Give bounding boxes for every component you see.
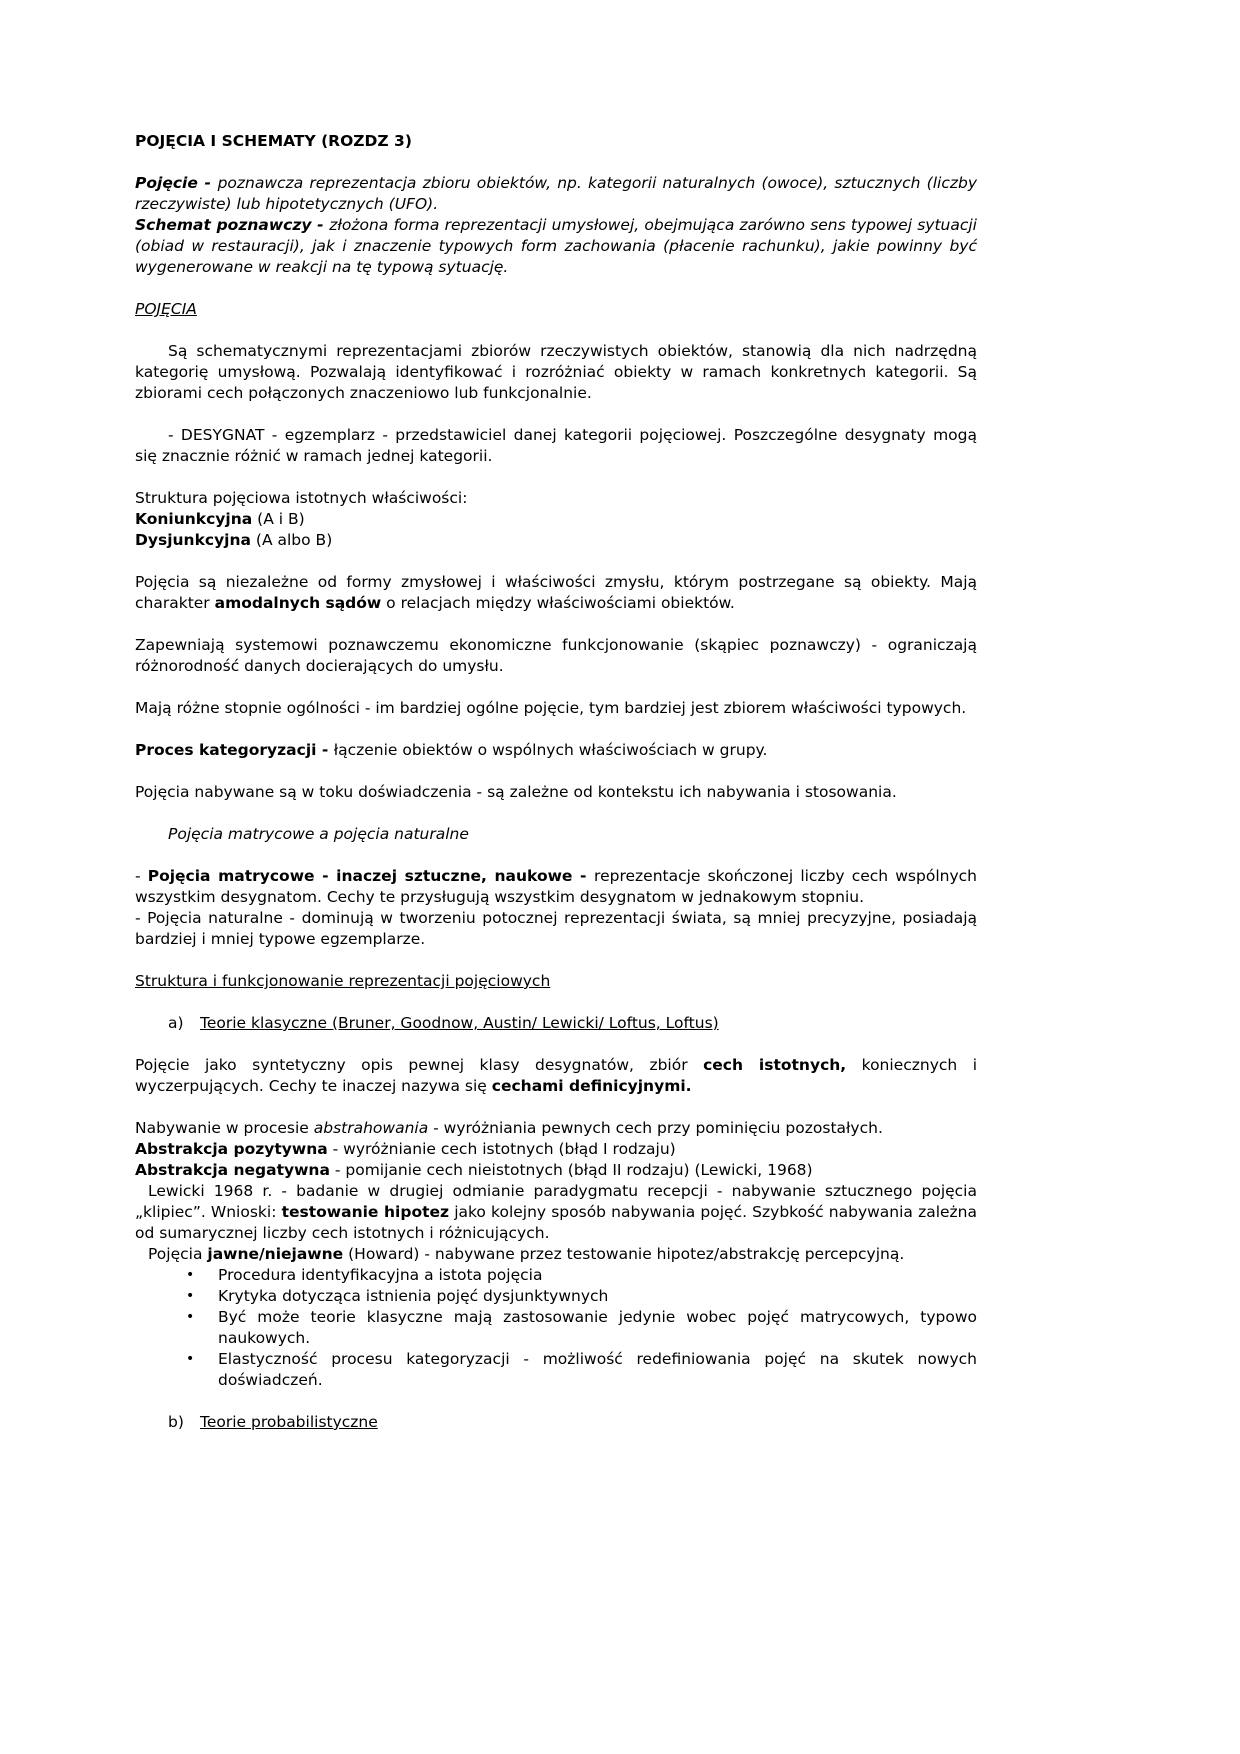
text-run: Abstrakcja pozytywna	[135, 1140, 328, 1158]
text-run: koniecznych i wyczerpujących. Cechy te inaczej nazywa się	[135, 1056, 978, 1095]
text-run: Być może teorie klasyczne mają zastosowanie jedynie wobec pojęć matrycowych, typowo naukowych.	[218, 1308, 977, 1347]
text-run: Pojęcia matrycowe a pojęcia naturalne	[168, 825, 469, 843]
paragraph	[135, 782, 977, 803]
bullet-icon: •	[186, 1288, 195, 1304]
subsection-heading	[135, 824, 977, 845]
paragraph	[135, 341, 977, 404]
text-run: Procedura identyfikacyjna a istota pojęcia	[218, 1266, 543, 1284]
text-run: abstrahowania	[313, 1119, 429, 1137]
bullet-icon: •	[186, 1267, 195, 1283]
text-run: cech istotnych,	[703, 1056, 847, 1074]
paragraph	[135, 572, 977, 614]
text-run: Pojęcia	[148, 1245, 208, 1263]
text-run: reprezentacje skończonej liczby cech wspólnych wszystkim desygnatom. Cechy te przysługują wszystkim desygnatom w jednakowym stopniu.	[135, 867, 977, 906]
list-marker: a)	[168, 1014, 184, 1032]
text-run: Schemat poznawczy -	[135, 216, 330, 234]
paragraph	[135, 530, 977, 551]
paragraph	[135, 1181, 977, 1244]
text-run: Nabywanie w procesie	[135, 1119, 314, 1137]
list-item-text	[200, 1013, 977, 1034]
text-run: Pojęcia matrycowe - inaczej sztuczne, naukowe -	[147, 867, 595, 885]
text-run: (A i B)	[252, 510, 305, 528]
text-run: Teorie probabilistyczne	[200, 1413, 378, 1431]
list-item-text	[218, 1265, 977, 1286]
text-run: (A albo B)	[251, 531, 333, 549]
text-run: - Pojęcia naturalne - dominują w tworzeniu potocznej reprezentacji świata, są mniej precyzyjne, posiadają bardziej i mniej typowe egzemplarze.	[135, 909, 977, 948]
list-item-text	[218, 1349, 977, 1391]
text-run: Elastyczność procesu kategoryzacji - możliwość redefiniowania pojęć na skutek nowych doświadczeń.	[218, 1350, 977, 1389]
text-run: - pomijanie cech nieistotnych (błąd II rodzaju) (Lewicki, 1968)	[329, 1161, 813, 1179]
text-run: Są schematycznymi reprezentacjami zbiorów rzeczywistych obiektów, stanowią dla nich nadrzędną kategorię umysłową. Pozwalają identyfikować i rozróżniać obiekty w ramach konkretnych kategorii. Są zbiorami cech połączonych znaczeniowo lub funkcjonalnie.	[135, 342, 977, 402]
paragraph	[135, 1160, 977, 1181]
text-run: cechami definicyjnymi.	[491, 1077, 692, 1095]
section-heading	[135, 971, 977, 992]
list-item-text	[200, 1412, 977, 1433]
text-run: Struktura pojęciowa istotnych właściwości:	[135, 489, 468, 507]
list-item	[135, 1307, 977, 1349]
doc-title	[135, 131, 977, 152]
text-run: poznawcza reprezentacja zbioru obiektów, np. kategorii naturalnych (owoce), sztucznych (liczby rzeczywiste) lub hipotetycznych (UFO).	[135, 174, 977, 213]
text-run: łączenie obiektów o wspólnych właściwościach w grupy.	[333, 741, 768, 759]
text-run: jako kolejny sposób nabywania pojęć. Szybkość nabywania zależna od sumarycznej liczby cech istotnych i różnicujących.	[135, 1203, 977, 1242]
text-run: Lewicki 1968 r. - badanie w drugiej odmianie paradygmatu recepcji - nabywanie sztucznego pojęcia „klipiec”. Wnioski:	[135, 1182, 977, 1221]
list-item-text	[218, 1307, 977, 1349]
paragraph	[135, 908, 977, 950]
paragraph	[135, 173, 977, 215]
text-run: amodalnych sądów	[214, 594, 382, 612]
paragraph	[135, 698, 977, 719]
text-run: Krytyka dotycząca istnienia pojęć dysjunktywnych	[218, 1287, 609, 1305]
paragraph	[135, 740, 977, 761]
text-run: Zapewniają systemowi poznawczemu ekonomiczne funkcjonowanie (skąpiec poznawczy) - ograniczają różnorodność danych docierających do umysłu.	[135, 636, 977, 675]
text-run: (Howard) - nabywane przez testowanie hipotez/abstrakcję percepcyjną.	[343, 1245, 905, 1263]
list-item-text	[218, 1286, 977, 1307]
text-run: Pojęcia są niezależne od formy zmysłowej i właściwości zmysłu, którym postrzegane są obiekty. Mają charakter	[135, 573, 977, 612]
paragraph	[135, 1139, 977, 1160]
text-run: złożona forma reprezentacji umysłowej, obejmująca zarówno sens typowej sytuacji (obiad w restauracji), jak i znaczenie typowych form zachowania (płacenie rachunku), jakie powinny być wygenerowane w reakcji na tę typową sytuację.	[135, 216, 977, 276]
paragraph	[135, 1244, 977, 1265]
text-run: jawne/niejawne	[207, 1245, 344, 1263]
paragraph	[135, 866, 977, 908]
list-item	[135, 1349, 977, 1391]
list-item-a	[135, 1013, 977, 1034]
text-run: - wyróżnianie cech istotnych (błąd I rodzaju)	[327, 1140, 676, 1158]
paragraph	[135, 215, 977, 278]
text-run: testowanie hipotez	[281, 1203, 450, 1221]
list-marker: b)	[168, 1413, 184, 1431]
text-run: Teorie klasyczne (Bruner, Goodnow, Austin/ Lewicki/ Loftus, Loftus)	[200, 1014, 719, 1032]
text-run: Pojęcie jako syntetyczny opis pewnej klasy desygnatów, zbiór	[135, 1056, 704, 1074]
bullet-icon: •	[186, 1351, 195, 1367]
text-run: Pojęcie -	[135, 174, 218, 192]
text-run: Mają różne stopnie ogólności - im bardziej ogólne pojęcie, tym bardziej jest zbiorem właściwości typowych.	[135, 699, 967, 717]
paragraph	[135, 509, 977, 530]
text-run: o relacjach między właściwościami obiektów.	[381, 594, 735, 612]
text-run: Dysjunkcyjna	[135, 531, 251, 549]
text-run: Koniunkcyjna	[135, 510, 253, 528]
text-run: POJĘCIA	[135, 300, 197, 318]
text-run: Abstrakcja negatywna	[135, 1161, 330, 1179]
list-item-b	[135, 1412, 977, 1433]
list-item	[135, 1286, 977, 1307]
text-run: Pojęcia nabywane są w toku doświadczenia - są zależne od kontekstu ich nabywania i stosowania.	[135, 783, 897, 801]
paragraph	[135, 1055, 977, 1097]
paragraph	[135, 1118, 977, 1139]
paragraph	[135, 425, 977, 467]
paragraph	[135, 488, 977, 509]
text-run: Proces kategoryzacji -	[135, 741, 334, 759]
bullet-icon: •	[186, 1309, 195, 1325]
text-run: - wyróżniania pewnych cech przy pominięciu pozostałych.	[428, 1119, 883, 1137]
text-run: -	[135, 867, 148, 885]
text-run: POJĘCIA I SCHEMATY (ROZDZ 3)	[135, 132, 412, 150]
list-item	[135, 1265, 977, 1286]
section-heading	[135, 299, 977, 320]
paragraph	[135, 635, 977, 677]
text-run: - DESYGNAT - egzemplarz - przedstawiciel danej kategorii pojęciowej. Poszczególne desygnaty mogą się znacznie różnić w ramach jednej kategorii.	[135, 426, 977, 465]
text-run: Struktura i funkcjonowanie reprezentacji pojęciowych	[135, 972, 551, 990]
